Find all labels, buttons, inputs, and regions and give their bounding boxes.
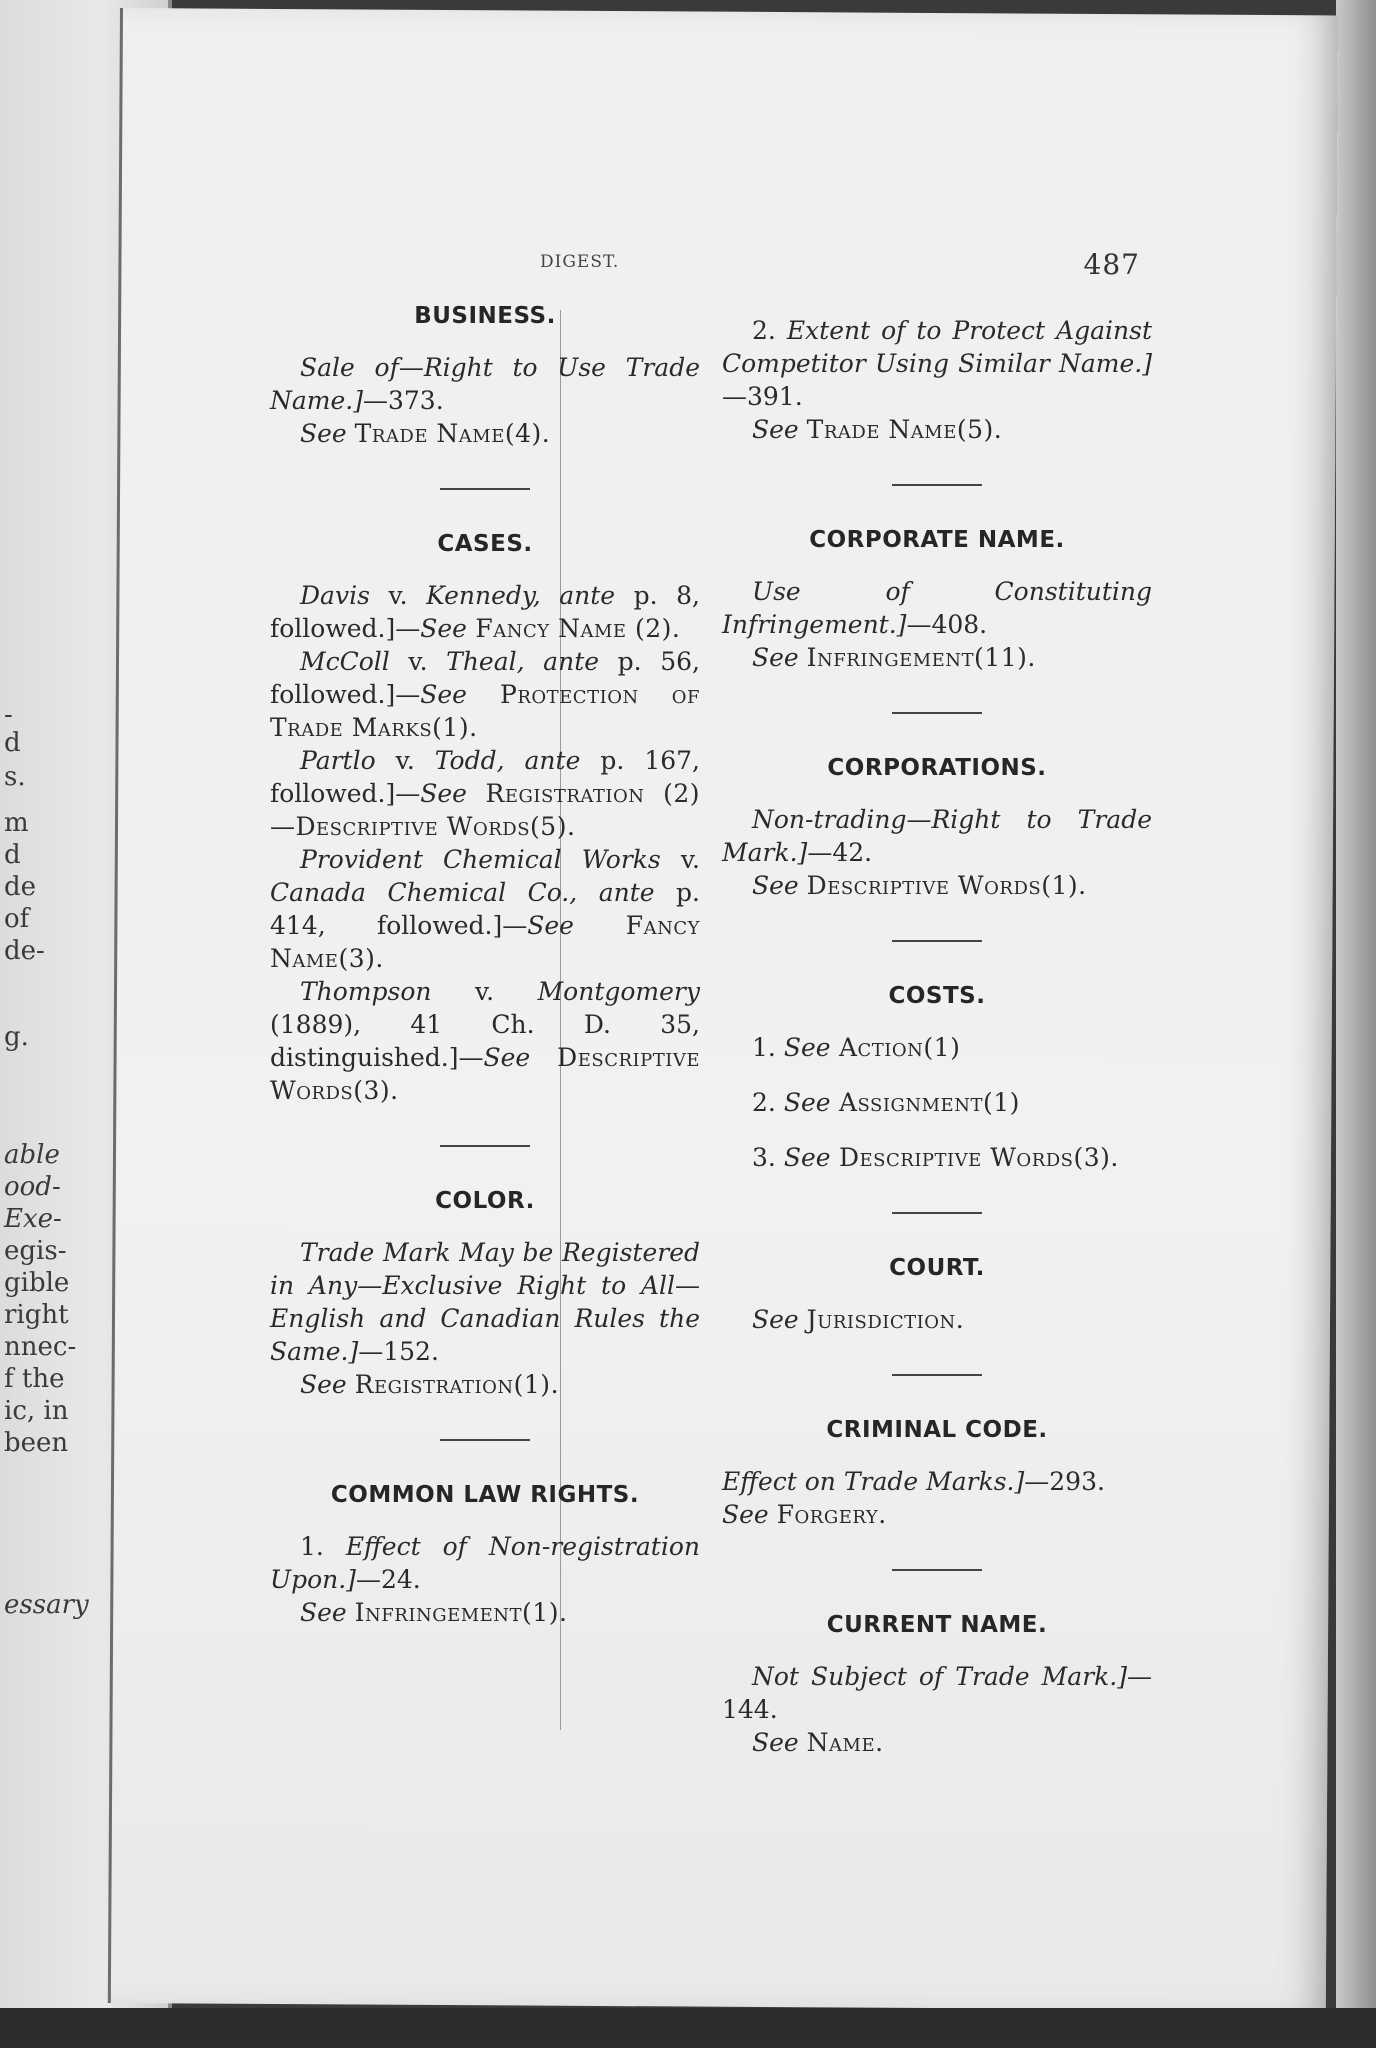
facing-page-fragment: egis- xyxy=(4,1236,67,1266)
section-heading: COMMON LAW RIGHTS. xyxy=(330,1482,640,1508)
see-reference: See Jurisdiction. xyxy=(752,1305,965,1334)
section-current-name xyxy=(722,1609,1152,1759)
entry: Trade Mark May be Registered in Any—Exclusive Right to All—English and Canadian Rules the Same.]—152. xyxy=(270,1238,700,1366)
section-corporations xyxy=(722,752,1152,902)
left-column xyxy=(270,300,700,1629)
facing-page-fragment: nnec- xyxy=(4,1332,77,1362)
section-heading: CORPORATE NAME. xyxy=(809,527,1065,553)
section-business xyxy=(270,300,700,450)
see-reference: See Registration(1). xyxy=(300,1370,560,1399)
see-reference: See Infringement(1). xyxy=(300,1598,568,1627)
section-costs xyxy=(722,980,1152,1174)
section-criminal-code xyxy=(722,1414,1152,1531)
section-rule xyxy=(440,1439,530,1441)
numbered-entry: 1. See Action(1) xyxy=(752,1033,961,1062)
facing-page-fragment: d xyxy=(4,728,21,758)
section-court xyxy=(722,1252,1152,1336)
facing-page-fragment: been xyxy=(4,1428,69,1458)
scan-bottom-band xyxy=(0,2008,1376,2048)
facing-page-fragment: d xyxy=(4,840,21,870)
section-heading: BUSINESS. xyxy=(414,303,556,329)
section-rule xyxy=(440,488,530,490)
entry: 1. Effect of Non-registration Upon.]—24. xyxy=(270,1532,700,1594)
facing-page-fragment: de xyxy=(4,872,37,902)
see-reference: See Trade Name(4). xyxy=(300,419,551,448)
section-color xyxy=(270,1185,700,1401)
case-entry: Partlo v. Todd, ante p. 167, followed.]—See Registration (2)—Descriptive Words(5). xyxy=(270,746,700,841)
section-heading: CRIMINAL CODE. xyxy=(826,1417,1048,1443)
section-common-law-continued xyxy=(722,314,1152,446)
see-reference: See Infringement(11). xyxy=(752,643,1036,672)
case-entry: Provident Chemical Works v. Canada Chemical Co., ante p. 414, followed.]—See Fancy Name(3). xyxy=(270,845,700,973)
entry: Not Subject of Trade Mark.]—144. xyxy=(722,1662,1152,1724)
entry: 2. Extent of to Protect Against Competitor Using Similar Name.]—391. xyxy=(722,316,1152,411)
entry: Sale of—Right to Use Trade Name.]—373. xyxy=(270,353,700,415)
entry: Use of Constituting Infringement.]—408. xyxy=(722,577,1152,639)
section-common-law-rights xyxy=(270,1479,700,1629)
entry: Non-trading—Right to Trade Mark.]—42. xyxy=(722,805,1152,867)
facing-page-fragment: m xyxy=(4,808,29,838)
see-reference: See Trade Name(5). xyxy=(752,415,1003,444)
facing-page-fragment: ic, in xyxy=(4,1396,69,1426)
facing-page-fragment: essary xyxy=(4,1590,89,1620)
section-rule xyxy=(892,1212,982,1214)
facing-page-fragment: s. xyxy=(4,762,26,792)
book-right-edge xyxy=(1336,0,1376,2048)
facing-page-fragment: Exe- xyxy=(4,1204,62,1234)
case-entry: McColl v. Theal, ante p. 56, followed.]—See Protection of Trade Marks(1). xyxy=(270,647,700,742)
section-cases xyxy=(270,528,700,1107)
entry: Effect on Trade Marks.]—293. xyxy=(722,1467,1105,1496)
facing-page-fragment: right xyxy=(4,1300,69,1330)
facing-page-fragment: f the xyxy=(4,1364,65,1394)
section-heading: COSTS. xyxy=(888,983,986,1009)
see-reference: See Forgery. xyxy=(722,1500,887,1529)
section-rule xyxy=(892,940,982,942)
section-rule xyxy=(892,1374,982,1376)
section-heading: COURT. xyxy=(889,1255,985,1281)
case-entry: Thompson v. Montgomery (1889), 41 Ch. D. 35, distinguished.]—See Descriptive Words(3). xyxy=(270,977,700,1105)
see-reference: See Name. xyxy=(752,1728,884,1757)
section-rule xyxy=(892,484,982,486)
section-heading: CURRENT NAME. xyxy=(826,1612,1048,1638)
section-heading: COLOR. xyxy=(435,1188,535,1214)
section-corporate-name xyxy=(722,524,1152,674)
section-rule xyxy=(440,1145,530,1147)
section-heading: CASES. xyxy=(437,531,533,557)
numbered-entry: 3. See Descriptive Words(3). xyxy=(752,1143,1119,1172)
see-reference: See Descriptive Words(1). xyxy=(752,871,1087,900)
facing-page-fragment: g. xyxy=(4,1022,29,1052)
facing-page-fragment: gible xyxy=(4,1268,70,1298)
facing-page-fragment: de- xyxy=(4,936,45,966)
case-entry: Davis v. Kennedy, ante p. 8, followed.]—See Fancy Name (2). xyxy=(270,581,700,643)
facing-page-fragment: ood- xyxy=(4,1172,61,1202)
section-rule xyxy=(892,712,982,714)
facing-page-fragment: - xyxy=(4,700,13,730)
section-rule xyxy=(892,1569,982,1571)
section-heading: CORPORATIONS. xyxy=(827,755,1047,781)
running-head: DIGEST. xyxy=(540,252,620,272)
numbered-entry: 2. See Assignment(1) xyxy=(752,1088,1020,1117)
facing-page-fragment: of xyxy=(4,904,30,934)
facing-page-fragment: able xyxy=(4,1140,60,1170)
page-number: 487 xyxy=(1083,248,1140,281)
right-column xyxy=(722,300,1152,1759)
